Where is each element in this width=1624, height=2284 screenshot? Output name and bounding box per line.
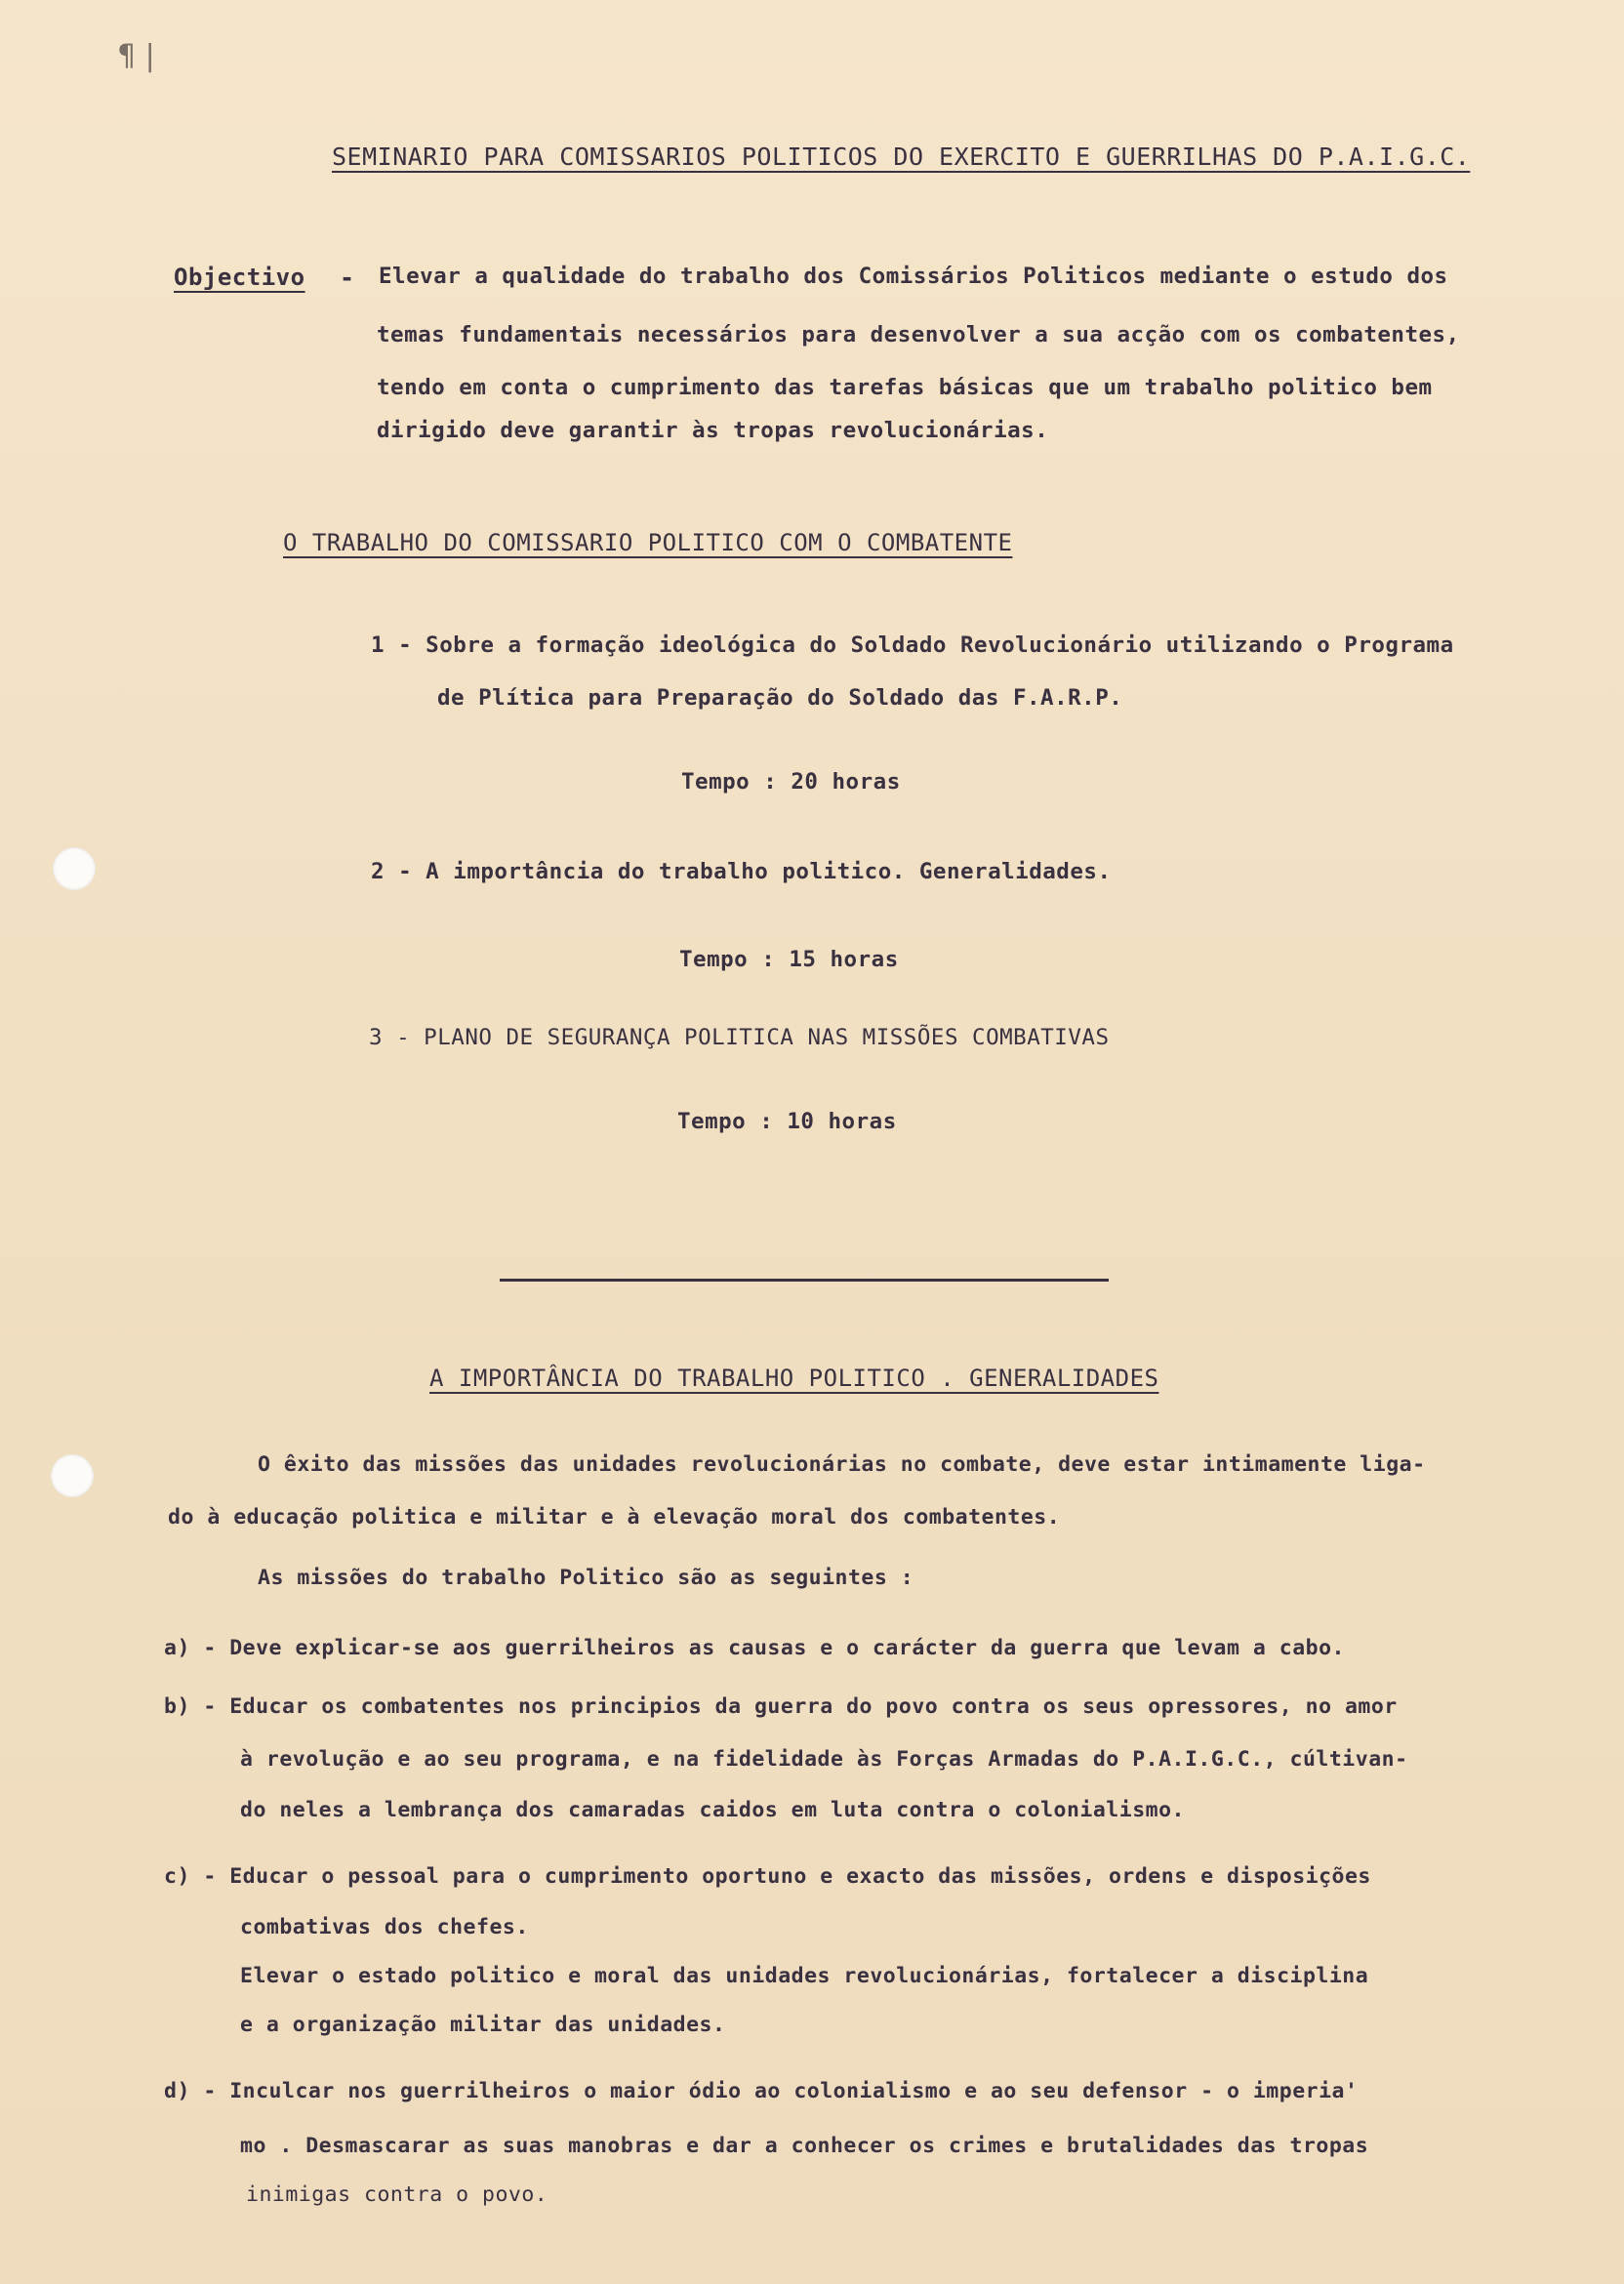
objective-line-3: tendo em conta o cumprimento das tarefas básicas que um trabalho politico bem (377, 375, 1433, 400)
mission-b-line-2: à revolução e ao seu programa, e na fidelidade às Forças Armadas do P.A.I.G.C., cúltivan- (240, 1747, 1408, 1772)
mission-a: a) - Deve explicar-se aos guerrilheiros as causas e o carácter da guerra que levam a cabo. (164, 1636, 1345, 1660)
objective-dash: - (340, 264, 355, 292)
mission-d-line-1: d) - Inculcar nos guerrilheiros o maior ódio ao colonialismo e ao seu defensor - o imperia' (164, 2079, 1359, 2103)
intro-line-2: do à educação politica e militar e à elevação moral dos combatentes. (168, 1505, 1061, 1529)
item-1-line-2: de Plítica para Preparação do Soldado das F.A.R.P. (437, 685, 1123, 711)
item-1-time: Tempo : 20 horas (681, 769, 901, 795)
mission-c-line-4: e a organização militar das unidades. (240, 2013, 726, 2037)
section-divider (500, 1279, 1109, 1282)
item-2-line-1: 2 - A importância do trabalho politico. Generalidades. (371, 859, 1112, 884)
mission-d-line-3: inimigas contra o povo. (246, 2182, 548, 2207)
mission-c-line-3: Elevar o estado politico e moral das unidades revolucionárias, fortalecer a disciplina (240, 1964, 1369, 1988)
intro-line-1: O êxito das missões das unidades revolucionárias no combate, deve estar intimamente liga- (258, 1452, 1426, 1477)
mission-c-line-1: c) - Educar o pessoal para o cumprimento oportuno e exacto das missões, ordens e disposições (164, 1864, 1371, 1889)
item-3-time: Tempo : 10 horas (677, 1109, 897, 1134)
objective-line-4: dirigido deve garantir às tropas revolucionárias. (377, 418, 1049, 443)
document-title: SEMINARIO PARA COMISSARIOS POLITICOS DO EXERCITO E GUERRILHAS DO P.A.I.G.C. (332, 143, 1471, 171)
item-2-time: Tempo : 15 horas (679, 947, 899, 972)
item-3-line-1: 3 - PLANO DE SEGURANÇA POLITICA NAS MISSÕES COMBATIVAS (369, 1025, 1110, 1050)
mission-b-line-1: b) - Educar os combatentes nos principios da guerra do povo contra os seus opressores, no amor (164, 1694, 1398, 1719)
objective-line-2: temas fundamentais necessários para desenvolver a sua acção com os combatentes, (377, 322, 1460, 347)
pencil-mark: ¶ | (117, 39, 155, 73)
section-1-heading: O TRABALHO DO COMISSARIO POLITICO COM O COMBATENTE (283, 529, 1013, 556)
punch-hole-top (53, 847, 96, 890)
mission-d-line-2: mo . Desmascarar as suas manobras e dar a conhecer os crimes e brutalidades das tropas (240, 2134, 1369, 2158)
section-2-heading: A IMPORTÂNCIA DO TRABALHO POLITICO . GENERALIDADES (429, 1365, 1159, 1392)
objective-label: Objectivo (174, 264, 305, 291)
mission-b-line-3: do neles a lembrança dos camaradas caidos em luta contra o colonialismo. (240, 1798, 1185, 1822)
punch-hole-bottom (51, 1454, 94, 1497)
objective-line-1: Elevar a qualidade do trabalho dos Comissários Politicos mediante o estudo dos (379, 264, 1448, 289)
mission-c-line-2: combativas dos chefes. (240, 1915, 529, 1939)
item-1-line-1: 1 - Sobre a formação ideológica do Soldado Revolucionário utilizando o Programa (371, 632, 1454, 658)
missions-intro: As missões do trabalho Politico são as seguintes : (258, 1566, 914, 1590)
